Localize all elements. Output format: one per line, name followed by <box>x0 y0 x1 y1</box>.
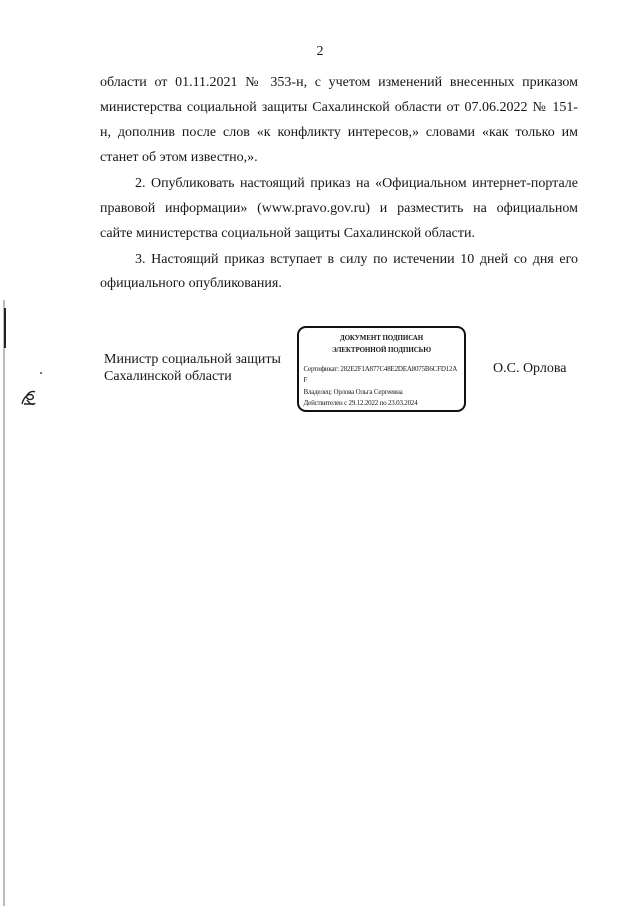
stamp-title: ДОКУМЕНТ ПОДПИСАН <box>339 334 424 342</box>
scan-artifacts <box>0 300 50 906</box>
paragraph-line: 2. Опубликовать настоящий приказ на «Официальном интернет-портале <box>135 176 578 191</box>
paragraph-line: станет об этом известно,». <box>100 150 258 165</box>
paragraph-line: официального опубликования. <box>100 276 282 291</box>
stamp-certificate-continuation: F <box>303 376 308 384</box>
paragraph-line: министерства социальной защиты Сахалинской области от 07.06.2022 № 151- <box>100 100 578 115</box>
scan-mark <box>22 392 35 405</box>
electronic-signature-stamp <box>297 326 466 412</box>
stamp-title: ЭЛЕКТРОННОЙ ПОДПИСЬЮ <box>332 346 431 354</box>
stamp-owner: Владелец: Орлова Ольга Сергеевна <box>303 388 403 396</box>
paragraph-line: области от 01.11.2021 № 353-н, с учетом изменений внесенных приказом <box>100 75 578 90</box>
signer-position-line: Министр социальной защиты <box>104 352 281 367</box>
signer-name: О.С. Орлова <box>493 361 567 376</box>
stamp-certificate: Сертификат: 282E2F1A877C48E2DEA8075B6CFD12A <box>303 365 458 373</box>
stamp-validity: Действителен с 29.12.2022 по 23.03.2024 <box>303 399 418 407</box>
paragraph-line: 3. Настоящий приказ вступает в силу по истечении 10 дней со дня его <box>135 252 578 267</box>
page-number: 2 <box>316 44 324 59</box>
signer-position-line: Сахалинской области <box>104 369 232 384</box>
scan-dot <box>40 372 42 374</box>
paragraph-line: н, дополнив после слов «к конфликту интересов,» словами «как только им <box>100 125 578 140</box>
paragraph-line: сайте министерства социальной защиты Сахалинской области. <box>100 226 475 241</box>
paragraph-line: правовой информации» (www.pravo.gov.ru) и разместить на официальном <box>100 201 578 216</box>
